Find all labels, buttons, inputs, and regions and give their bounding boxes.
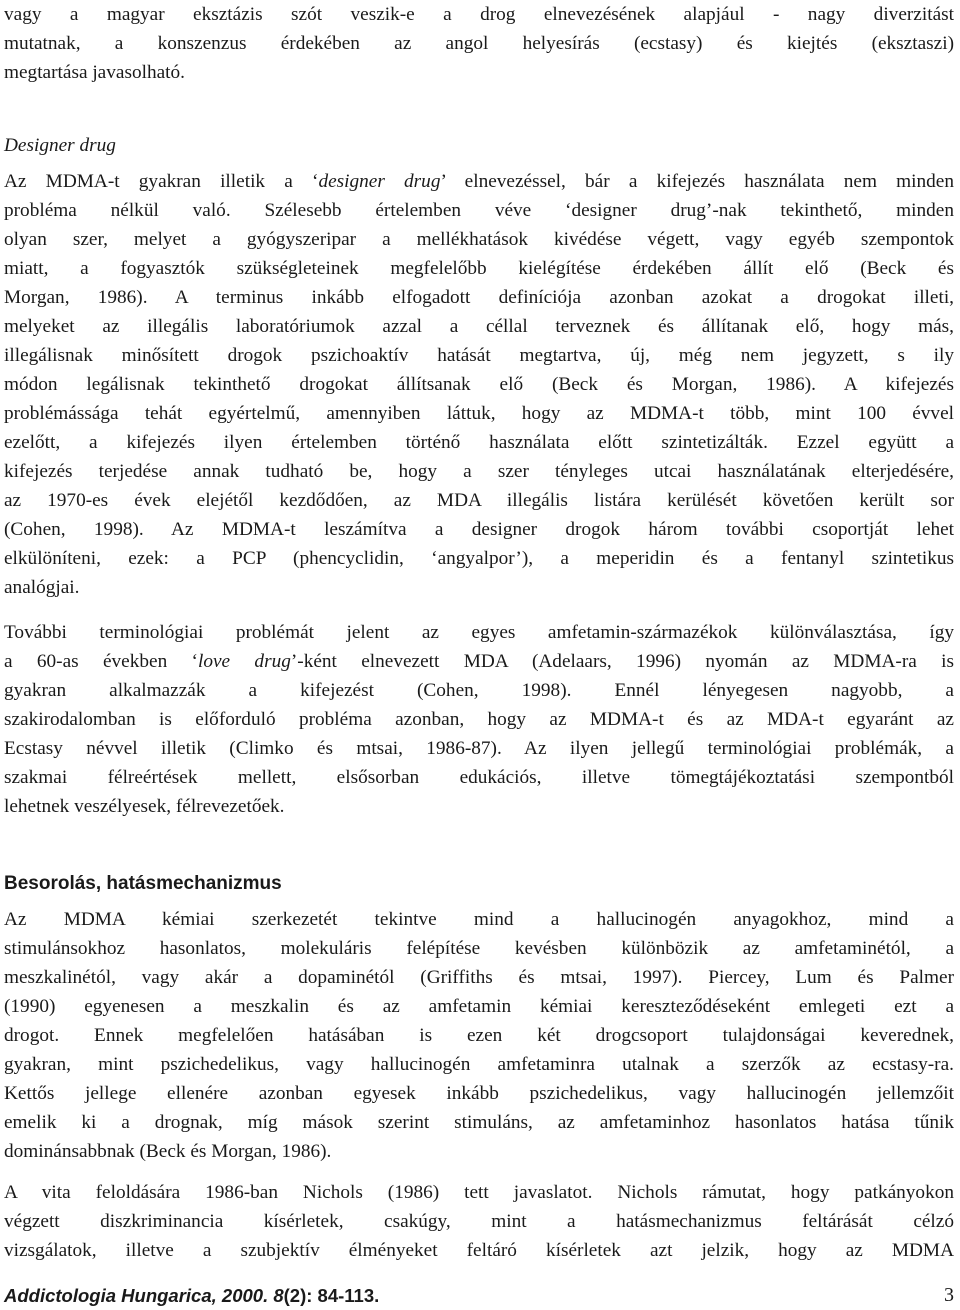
page-footer xyxy=(4,1281,954,1310)
text-line: Morgan, 1986). A terminus inkább elfogadott definíciója azonban azokat a drogokat illeti, xyxy=(4,287,954,308)
text-line: olyan szer, melyet a gyógyszeripar a mellékhatások kivédése végett, vagy egyéb szempontok xyxy=(4,229,954,250)
paragraph-designer xyxy=(4,167,954,602)
text-line: végzett diszkriminancia kísérletek, csakúgy, mint a hatásmechanizmus feltárását célzó xyxy=(4,1211,954,1232)
text-line: megtartása javasolható. xyxy=(4,62,185,83)
text-line: További terminológiai problémát jelent az egyes amfetamin-származékok különválasztása, így xyxy=(4,622,954,643)
text-line: (1990) egyenesen a meszkalin és az amfetamin kémiai kereszteződéseként emlegeti ezt a xyxy=(4,996,954,1017)
page-number: 3 xyxy=(944,1284,954,1306)
text-line: a 60-as években ‘love drug’-ként elnevezett MDA (Adelaars, 1996) nyomán az MDMA-ra is xyxy=(4,651,954,672)
text-line: ezelőtt, a kifejezés ilyen értelemben történő használata előtt szintetizálták. Ezzel együtt a xyxy=(4,432,954,453)
text-line: A vita feloldására 1986-ban Nichols (1986) tett javaslatot. Nichols rámutat, hogy patkányokon xyxy=(4,1182,954,1203)
text-line: illegálisnak minősített drogok pszichoaktív hatását megtartva, új, még nem jegyzett, s ily xyxy=(4,345,954,366)
text-line: Ecstasy névvel illetik (Climko és mtsai, 1986-87). Az ilyen jellegű terminológiai problémák, a xyxy=(4,738,954,759)
section-heading-classification: Besorolás, hatásmechanizmus xyxy=(4,873,282,894)
paragraph-nichols xyxy=(4,1178,954,1265)
text-line: gyakran alkalmazzák a kifejezést (Cohen, 1998). Ennél lényegesen nagyobb, a xyxy=(4,680,954,701)
text-line: miatt, a fogyasztók szükségleteinek megfelelőbb kielégítése érdekében állít elő (Beck és xyxy=(4,258,954,279)
text-line: lehetnek veszélyesek, félrevezetőek. xyxy=(4,796,285,817)
text-line: problémássága tehát egyértelmű, amennyiben láttuk, hogy az MDMA-t több, mint 100 évvel xyxy=(4,403,954,424)
text-line: elkülöníteni, ezek: a PCP (phencyclidin, ‘angyalpor’), a meperidin és a fentanyl szintetikus xyxy=(4,548,954,569)
paragraph-classification xyxy=(4,905,954,1166)
text-line: dominánsabbnak (Beck és Morgan, 1986). xyxy=(4,1141,332,1162)
section-heading-designer-drug: Designer drug xyxy=(4,135,116,156)
text-line: stimulánsokhoz hasonlatos, molekuláris felépítése kevésben különbözik az amfetaminétól, a xyxy=(4,938,954,959)
text-line: meszkalinétól, vagy akár a dopaminétól (Griffiths és mtsai, 1997). Piercey, Lum és Palmer xyxy=(4,967,954,988)
text-line: szakmai félreértések mellett, elsősorban edukációs, illetve tömegtájékoztatási szempontból xyxy=(4,767,954,788)
text-line: probléma nélkül való. Szélesebb értelemben véve ‘designer drug’-nak tekinthető, minden xyxy=(4,200,954,221)
text-line: drogot. Ennek megfelelően hatásában is ezen két drogcsoport tulajdonságai keverednek, xyxy=(4,1025,954,1046)
text-line: (Cohen, 1998). Az MDMA-t leszámítva a designer drogok három további csoportját lehet xyxy=(4,519,954,540)
paragraph-terminology xyxy=(4,618,954,821)
text-line: Az MDMA kémiai szerkezetét tekintve mind a hallucinogén anyagokhoz, mind a xyxy=(4,909,954,930)
text-line: kifejezés terjedése annak tudható be, hogy a szer tényleges utcai használatának elterjedésére, xyxy=(4,461,954,482)
text-line: mutatnak, a konszenzus érdekében az angol helyesírás (ecstasy) és kiejtés (eksztaszi) xyxy=(4,33,954,54)
text-line: vagy a magyar eksztázis szót veszik-e a drog elnevezésének alapjául - nagy diverzitást xyxy=(4,4,954,25)
text-line: vizsgálatok, illetve a szubjektív élményeket feltáró kísérletek azt jelzik, hogy az MDMA xyxy=(4,1240,954,1261)
text-line: módon legálisnak tekinthető drogokat állítsanak elő (Beck és Morgan, 1986). A kifejezés xyxy=(4,374,954,395)
text-line: Az MDMA-t gyakran illetik a ‘designer drug’ elnevezéssel, bár a kifejezés használata nem minden xyxy=(4,171,954,192)
text-line: gyakran, mint pszichedelikus, vagy hallucinogén amfetaminra utalnak a szerzők az ecstasy-ra. xyxy=(4,1054,954,1075)
paragraph-intro xyxy=(4,0,954,87)
text-line: analógjai. xyxy=(4,577,80,598)
text-line: Kettős jellege ellenére azonban egyesek inkább pszichedelikus, vagy hallucinogén jellemzőit xyxy=(4,1083,954,1104)
journal-title: Addictologia Hungarica, 2000. xyxy=(4,1285,269,1306)
journal-volume: 8 xyxy=(273,1285,284,1306)
text-line: szakirodalomban is előforduló probléma azonban, hogy az MDMA-t és az MDA-t egyaránt az xyxy=(4,709,954,730)
journal-issue-pages: (2): 84-113. xyxy=(283,1285,380,1306)
text-line: emelik ki a drognak, míg mások szerint stimuláns, az amfetaminhoz hasonlatos hatása tűnik xyxy=(4,1112,954,1133)
text-line: melyeket az illegális laboratóriumok azzal a céllal terveznek és állítanak elő, hogy más, xyxy=(4,316,954,337)
text-line: az 1970-es évek elejétől kezdődően, az MDA illegális listára kerülését követően került sor xyxy=(4,490,954,511)
